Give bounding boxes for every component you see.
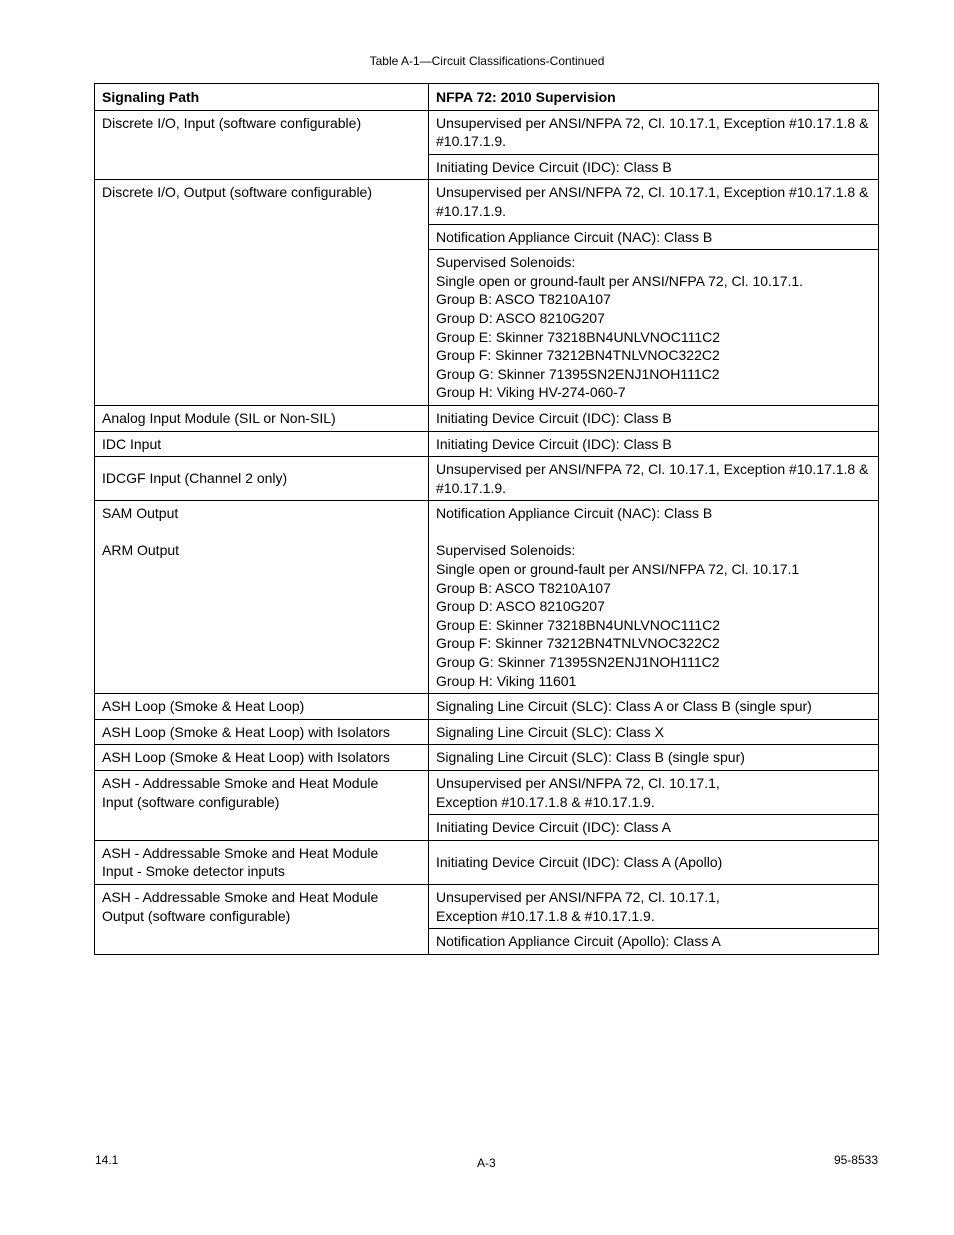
table-body xyxy=(95,110,879,954)
signaling-path-text: ARM Output xyxy=(102,542,180,559)
signaling-path-cell xyxy=(95,719,429,745)
supervision-text: Single open or ground-fault per ANSI/NFPA 72, Cl. 10.17.1. xyxy=(436,272,804,289)
supervision-text: Group G: Skinner 71395SN2ENJ1NOH111C2 xyxy=(436,365,720,382)
signaling-path-text: SAM Output xyxy=(102,505,179,522)
table-row xyxy=(95,180,879,224)
supervision-cell xyxy=(429,110,879,154)
supervision-text: Unsupervised per ANSI/NFPA 72, Cl. 10.17.1, Exception #10.17.1.8 & #10.17.1.9. xyxy=(436,184,873,219)
supervision-text: Single open or ground-fault per ANSI/NFPA 72, Cl. 10.17.1 xyxy=(436,561,800,578)
footer-document-number: 95-8533 xyxy=(833,1153,878,1167)
supervision-text: Group B: ASCO T8210A107 xyxy=(436,579,611,596)
supervision-cell xyxy=(429,431,879,457)
supervision-text: Group H: Viking 11601 xyxy=(436,672,577,689)
supervision-text: Unsupervised per ANSI/NFPA 72, Cl. 10.17.1, xyxy=(436,775,720,791)
supervision-text: Notification Appliance Circuit (Apollo): Class A xyxy=(436,933,721,950)
supervision-cell xyxy=(429,250,879,406)
signaling-path-text: Discrete I/O, Output (software configurable) xyxy=(102,184,372,201)
supervision-text: Group E: Skinner 73218BN4UNLVNOC111C2 xyxy=(436,616,721,633)
signaling-path-cell xyxy=(95,180,429,406)
signaling-path-text: IDCGF Input (Channel 2 only) xyxy=(102,470,288,487)
signaling-path-cell xyxy=(95,457,429,501)
supervision-cell xyxy=(429,745,879,771)
signaling-path-text: Discrete I/O, Input (software configurable) xyxy=(102,114,362,131)
supervision-text: Supervised Solenoids: xyxy=(436,254,576,271)
signaling-path-cell xyxy=(95,431,429,457)
table-header-row xyxy=(95,84,879,111)
signaling-path-text: ASH Loop (Smoke & Heat Loop) with Isolators xyxy=(102,749,390,766)
supervision-text: Initiating Device Circuit (IDC): Class B xyxy=(436,435,672,452)
table-row xyxy=(95,771,879,815)
supervision-text: Notification Appliance Circuit (NAC): Class B xyxy=(436,228,713,245)
supervision-text: Initiating Device Circuit (IDC): Class A xyxy=(436,819,671,836)
supervision-cell xyxy=(429,694,879,720)
signaling-path-cell xyxy=(95,745,429,771)
supervision-text: Signaling Line Circuit (SLC): Class X xyxy=(436,723,664,740)
supervision-text: Group D: ASCO 8210G207 xyxy=(436,309,605,326)
signaling-path-text: Input (software configurable) xyxy=(102,793,280,810)
table-row xyxy=(95,745,879,771)
signaling-path-cell xyxy=(95,884,429,954)
signaling-path-cell xyxy=(95,771,429,841)
supervision-text: Initiating Device Circuit (IDC): Class B xyxy=(436,158,672,175)
signaling-path-text: ASH Loop (Smoke & Heat Loop) xyxy=(102,698,305,715)
supervision-text: Unsupervised per ANSI/NFPA 72, Cl. 10.17.1, xyxy=(436,888,720,905)
table-caption: Table A-1—Circuit Classifications-Continued xyxy=(369,54,605,68)
supervision-text: Group E: Skinner 73218BN4UNLVNOC111C2 xyxy=(436,328,721,345)
supervision-text: Notification Appliance Circuit (NAC): Class B xyxy=(436,505,713,522)
signaling-path-cell xyxy=(95,694,429,720)
table-row xyxy=(95,694,879,720)
signaling-path-text: Output (software configurable) xyxy=(102,907,291,924)
supervision-text: Group G: Skinner 71395SN2ENJ1NOH111C2 xyxy=(436,654,720,671)
supervision-cell xyxy=(429,224,879,250)
supervision-text: Group F: Skinner 73212BN4TNLVNOC322C2 xyxy=(436,635,720,652)
signaling-path-cell xyxy=(95,110,429,180)
supervision-cell xyxy=(429,457,879,501)
table-row xyxy=(95,457,879,501)
signaling-path-text: Analog Input Module (SIL or Non-SIL) xyxy=(102,409,336,426)
supervision-text: Group H: Viking HV-274-060-7 xyxy=(436,384,626,401)
supervision-text: Signaling Line Circuit (SLC): Class B (single spur) xyxy=(436,749,745,766)
header-signaling-path: Signaling Path xyxy=(95,84,429,111)
supervision-cell xyxy=(429,405,879,431)
supervision-text: Signaling Line Circuit (SLC): Class A or Class B (single spur) xyxy=(436,698,812,715)
table-row xyxy=(95,884,879,928)
supervision-text: Exception #10.17.1.8 & #10.17.1.9. xyxy=(436,793,655,810)
signaling-path-text: ASH - Addressable Smoke and Heat Module xyxy=(102,844,379,861)
signaling-path-cell xyxy=(95,501,429,694)
signaling-path-text: Input - Smoke detector inputs xyxy=(102,863,285,880)
supervision-text: Unsupervised per ANSI/NFPA 72, Cl. 10.17.1, Exception #10.17.1.8 & #10.17.1.9. xyxy=(436,114,873,150)
header-nfpa-supervision: NFPA 72: 2010 Supervision xyxy=(429,84,879,111)
table-row xyxy=(95,405,879,431)
table-row xyxy=(95,719,879,745)
signaling-path-text: ASH - Addressable Smoke and Heat Module xyxy=(102,775,379,791)
signaling-path-text: ASH Loop (Smoke & Heat Loop) with Isolators xyxy=(102,723,390,740)
supervision-text: Group D: ASCO 8210G207 xyxy=(436,598,605,615)
supervision-text: Exception #10.17.1.8 & #10.17.1.9. xyxy=(436,907,655,924)
supervision-cell xyxy=(429,929,879,955)
supervision-text: Unsupervised per ANSI/NFPA 72, Cl. 10.17.1, Exception #10.17.1.8 & #10.17.1.9. xyxy=(436,461,873,496)
supervision-cell xyxy=(429,154,879,180)
supervision-text: Group F: Skinner 73212BN4TNLVNOC322C2 xyxy=(436,347,720,364)
supervision-text: Initiating Device Circuit (IDC): Class A (Apollo) xyxy=(436,854,723,871)
table-row xyxy=(95,840,879,884)
supervision-cell xyxy=(429,501,879,694)
supervision-text: Initiating Device Circuit (IDC): Class B xyxy=(436,409,672,426)
footer-revision: 14.1 xyxy=(95,1153,119,1167)
table-row xyxy=(95,501,879,694)
supervision-text: Supervised Solenoids: xyxy=(436,542,576,559)
signaling-path-text: IDC Input xyxy=(102,435,162,452)
table-row xyxy=(95,110,879,154)
supervision-cell xyxy=(429,180,879,224)
supervision-cell xyxy=(429,771,879,815)
signaling-path-text: ASH - Addressable Smoke and Heat Module xyxy=(102,888,379,905)
signaling-path-cell xyxy=(95,840,429,884)
circuit-classifications-table xyxy=(94,83,879,955)
table-row xyxy=(95,431,879,457)
footer-page-number: A-3 xyxy=(477,1156,496,1170)
supervision-text: Group B: ASCO T8210A107 xyxy=(436,291,611,308)
supervision-cell xyxy=(429,815,879,841)
supervision-cell xyxy=(429,884,879,928)
signaling-path-cell xyxy=(95,405,429,431)
supervision-cell xyxy=(429,840,879,884)
supervision-cell xyxy=(429,719,879,745)
